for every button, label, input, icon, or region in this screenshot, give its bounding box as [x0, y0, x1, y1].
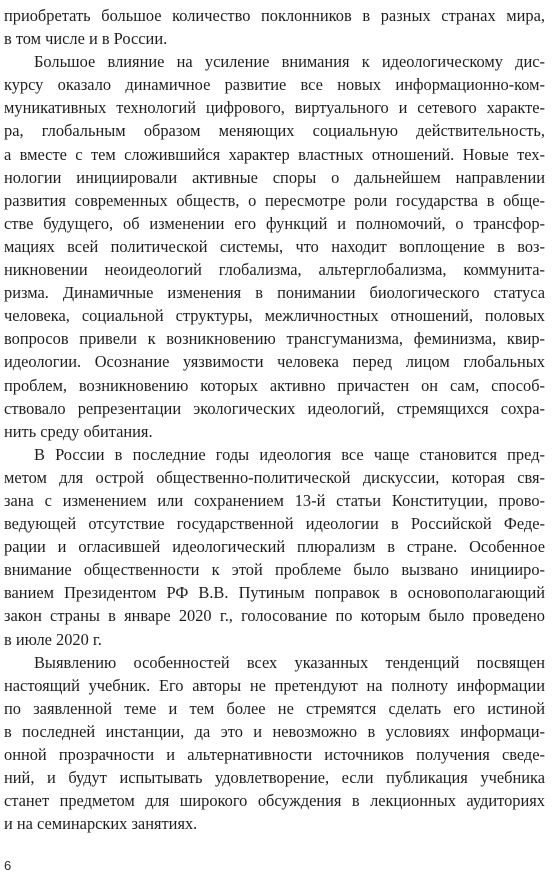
- paragraph: [4, 443, 545, 651]
- text-line: в июле 2020 г.: [4, 629, 102, 649]
- text-line: рации и огласившей идеологический плюрализм в стране. Особенное: [4, 537, 545, 557]
- text-line: закон страны в январе 2020 г., голосование по которым было проведено: [4, 606, 545, 626]
- text-line: в последней инстанции, да это и невозможно в условиях информаци-: [4, 721, 545, 741]
- paragraph: [4, 651, 545, 836]
- text-line: муникативных технологий цифрового, виртуального и сетевого характе-: [4, 98, 545, 118]
- text-line: в том числе и в России.: [4, 29, 168, 49]
- text-line: В России в последние годы идеология все чаще становится пред-: [34, 444, 545, 464]
- body-text: [4, 4, 545, 835]
- text-line: нологии инициировали активные споры о дальнейшем направлении: [4, 167, 545, 187]
- text-line: ванием Президентом РФ В.В. Путиным поправок в основополагающий: [4, 583, 545, 603]
- paragraph: [4, 4, 545, 50]
- text-line: метом для острой общественно-политической дискуссии, которая свя-: [4, 467, 545, 487]
- text-line: а вместе с тем сложившийся характер властных отношений. Новые тех-: [4, 144, 545, 164]
- text-line: идеологии. Осознание уязвимости человека перед лицом глобальных: [4, 352, 545, 372]
- text-line: настоящий учебник. Его авторы не претендуют на полноту информации: [4, 675, 545, 695]
- text-line: станет предметом для широкого обсуждения в лекционных аудиториях: [4, 791, 545, 811]
- text-line: ра, глобальным образом меняющих социальную действительность,: [4, 121, 545, 141]
- text-line: ведующей отсутствие государственной идеологии в Российской Феде-: [4, 514, 545, 534]
- text-line: развития современных обществ, о пересмотре роли государства в обще-: [4, 190, 545, 210]
- text-line: и на семинарских занятиях.: [4, 814, 198, 834]
- text-line: зана с изменением или сохранением 13-й статьи Конституции, прово-: [4, 490, 545, 510]
- text-line: человека, социальной структуры, межличностных отношений, половых: [4, 306, 545, 326]
- text-line: нить среду обитания.: [4, 421, 153, 441]
- text-line: ний, и будут испытывать удовлетворение, если публикация учебника: [4, 768, 545, 788]
- text-line: Большое влияние на усиление внимания к идеологическому дис-: [34, 52, 545, 72]
- text-line: ствовало репрезентации экологических идеологий, стремящихся сохра-: [4, 398, 545, 418]
- text-line: приобретать большое количество поклонников в разных странах мира,: [4, 6, 545, 25]
- text-line: Выявлению особенностей всех указанных тенденций посвящен: [34, 652, 545, 672]
- text-line: онной прозрачности и альтернативности источников получения сведе-: [4, 745, 545, 764]
- text-line: внимание общественности к этой проблеме было вызвано иницииро-: [4, 560, 545, 580]
- paragraph: [4, 50, 545, 443]
- text-line: вопросов привели к возникновению трансгуманизма, феминизма, квир-: [4, 329, 545, 349]
- text-line: по заявленной теме и тем более не стремятся сделать его истиной: [4, 698, 545, 718]
- text-line: никновении неоидеологий глобализма, альтерглобализма, коммунита-: [4, 260, 545, 280]
- text-line: мациях всей политической системы, что находит воплощение в воз-: [4, 236, 545, 256]
- text-line: стве будущего, об изменении его функций и полномочий, о трансфор-: [4, 213, 545, 233]
- text-line: курсу оказало динамичное развитие все новых информационно-ком-: [4, 75, 545, 95]
- text-line: проблем, возникновению которых активно причастен он сам, способ-: [4, 375, 545, 395]
- text-line: ризма. Динамичные изменения в понимании биологического статуса: [4, 283, 545, 303]
- page-number: 6: [4, 858, 12, 873]
